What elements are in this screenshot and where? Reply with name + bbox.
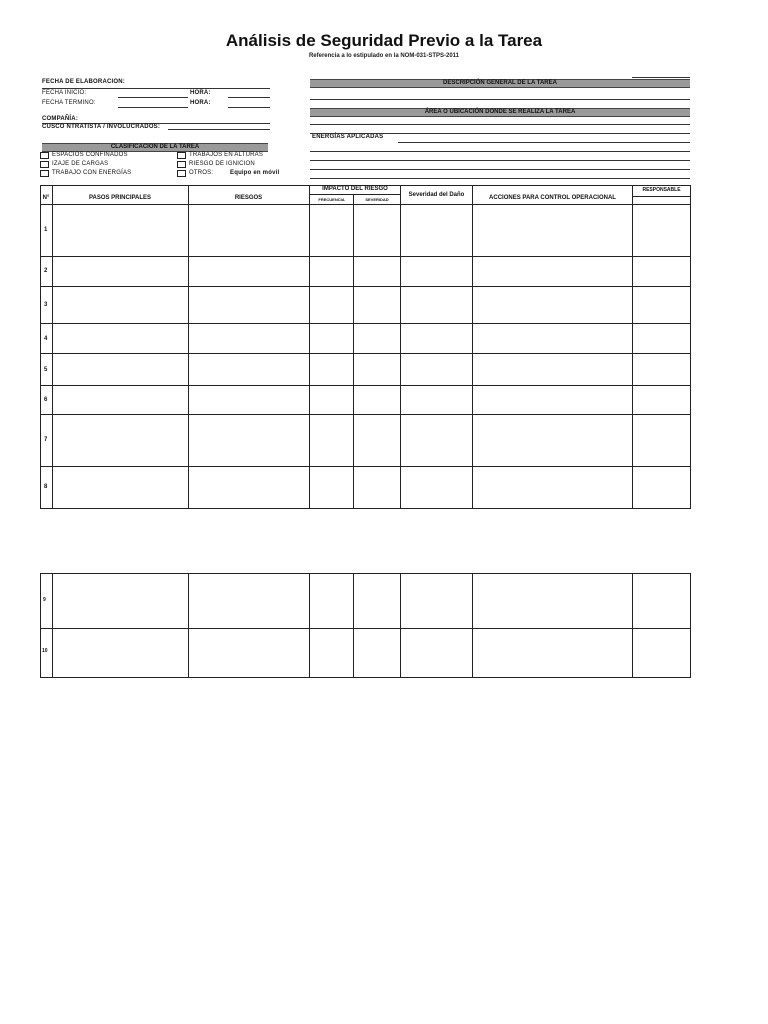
fecha-inicio-field[interactable] [118, 97, 188, 98]
row-number: 1 [44, 227, 48, 233]
riesgo-ignicion-checkbox[interactable] [177, 161, 186, 168]
page-subtitle: Referencia a lo estipulado en la NOM-031-STPS-2011 [308, 53, 460, 59]
izaje-cargas-checkbox[interactable] [40, 161, 49, 168]
hora-inicio-label: HORA: [190, 90, 211, 96]
trabajo-energias-label: TRABAJO CON ENERGÍAS [52, 170, 132, 176]
area-header: ÁREA O UBICACIÓN DONDE SE REALIZA LA TAREA [310, 108, 690, 117]
fecha-termino-field[interactable] [118, 107, 188, 108]
row-number: 6 [44, 397, 48, 403]
row-number: 8 [44, 484, 48, 490]
contratista-field[interactable] [168, 129, 270, 130]
otros-label: OTROS: [189, 170, 214, 176]
col-severidad-header: SEVERIDAD [365, 197, 389, 202]
trabajos-alturas-checkbox[interactable] [177, 152, 186, 159]
espacios-confinados-checkbox[interactable] [40, 152, 49, 159]
espacios-confinados-label: ESPACIOS CONFINADOS [52, 152, 128, 158]
row-number: 3 [44, 302, 48, 308]
col-impacto-header: IMPACTO DEL RIESGO [322, 186, 388, 192]
descripcion-line-1[interactable] [310, 99, 690, 100]
otros-value: Equipo en móvil [230, 170, 280, 176]
row-number: 10 [42, 648, 48, 654]
desc-line-a[interactable] [310, 151, 690, 152]
col-frecuencia-header: FRECUENCIA [318, 197, 345, 202]
row-number: 7 [44, 437, 48, 443]
col-num-header: N° [42, 195, 50, 201]
col-severidad-dano-header: Severidad del Daño [408, 192, 465, 198]
page-title: Análisis de Seguridad Previo a la Tarea [225, 31, 543, 50]
hora-termino-field[interactable] [228, 107, 270, 108]
hora-termino-label: HORA: [190, 100, 211, 106]
energias-line-top [310, 133, 690, 134]
fecha-termino-label: FECHA TERMINO: [42, 100, 96, 106]
clasificacion-header: CLASIFICACION DE LA TAREA [42, 143, 268, 152]
izaje-cargas-label: IZAJE DE CARGAS [52, 161, 109, 167]
col-acciones-header: ACCIONES PARA CONTROL OPERACIONAL [489, 195, 616, 201]
trabajos-alturas-label: TRABAJOS EN ALTURAS [189, 152, 264, 158]
energias-label: ENERGÍAS APLICADAS [312, 134, 384, 140]
col-responsable-header: RESPONSABLE [642, 187, 681, 193]
fecha-elaboracion-line [42, 88, 270, 89]
desc-line-b[interactable] [310, 160, 690, 161]
hora-inicio-field[interactable] [228, 97, 270, 98]
descripcion-top-line [632, 77, 690, 78]
riesgo-ignicion-label: RIESGO DE IGNICION [189, 161, 255, 167]
row-number: 4 [44, 336, 48, 342]
fecha-elaboracion-label: FECHA DE ELABORACION: [42, 79, 125, 85]
fecha-inicio-label: FECHA INICIO: [42, 90, 87, 96]
trabajo-energias-checkbox[interactable] [40, 170, 49, 177]
compania-label: COMPAÑÍA: [42, 116, 79, 122]
descripcion-header: DESCRIPCIÓN GENERAL DE LA TAREA [310, 79, 690, 88]
area-line-1[interactable] [310, 124, 690, 125]
row-number: 5 [44, 367, 48, 373]
desc-line-c[interactable] [310, 169, 690, 170]
row-number: 2 [44, 268, 48, 274]
otros-checkbox[interactable] [177, 170, 186, 177]
row-number: 9 [43, 597, 46, 603]
col-riesgos-header: RIESGOS [234, 195, 263, 201]
desc-line-d[interactable] [310, 178, 690, 179]
energias-field[interactable] [398, 142, 690, 143]
contratista-label: CUSCO NTRATISTA / INVOLUCRADOS: [42, 124, 161, 130]
col-pasos-header: PASOS PRINCIPALES [88, 195, 152, 201]
